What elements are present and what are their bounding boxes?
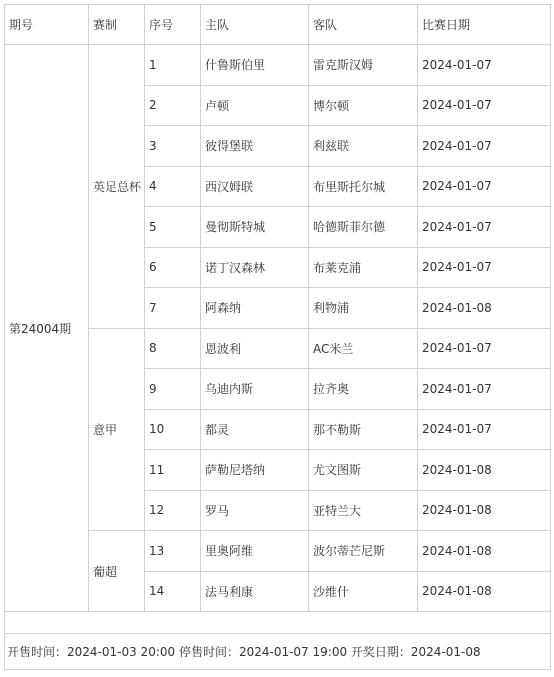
header-cell-date: 比赛日期 [418,5,551,45]
footer-row [5,634,551,670]
header-cell-home: 主队 [201,5,309,45]
away-team-cell: 那不勒斯 [309,409,418,450]
match-date-cell: 2024-01-07 [418,85,551,126]
match-date-cell: 2024-01-08 [418,490,551,531]
away-team-cell: 亚特兰大 [309,490,418,531]
header-cell-issue: 期号 [5,5,89,45]
match-date-cell: 2024-01-07 [418,409,551,450]
match-date-cell: 2024-01-08 [418,571,551,612]
match-date-cell: 2024-01-07 [418,328,551,369]
match-number-cell: 10 [145,409,201,450]
match-number-cell: 6 [145,247,201,288]
match-number-cell: 14 [145,571,201,612]
away-team-cell: 布里斯托尔城 [309,166,418,207]
match-schedule-table [4,4,551,670]
home-team-cell: 什鲁斯伯里 [201,45,309,86]
match-number-cell: 11 [145,450,201,491]
home-team-cell: 恩波利 [201,328,309,369]
blank-cell [5,612,551,634]
header-cell-competition: 赛制 [89,5,145,45]
home-team-cell: 阿森纳 [201,288,309,329]
home-team-cell: 萨勒尼塔纳 [201,450,309,491]
home-team-cell: 里奥阿维 [201,531,309,572]
header-cell-number: 序号 [145,5,201,45]
home-team-cell: 曼彻斯特城 [201,207,309,248]
table-body [5,5,551,670]
home-team-cell: 罗马 [201,490,309,531]
away-team-cell: 拉齐奥 [309,369,418,410]
away-team-cell: 波尔蒂芒尼斯 [309,531,418,572]
match-number-cell: 2 [145,85,201,126]
match-number-cell: 4 [145,166,201,207]
away-team-cell: 利物浦 [309,288,418,329]
match-date-cell: 2024-01-07 [418,207,551,248]
away-team-cell: 雷克斯汉姆 [309,45,418,86]
match-date-cell: 2024-01-08 [418,288,551,329]
issue-cell: 第24004期 [5,45,89,612]
table-row [5,45,551,86]
match-date-cell: 2024-01-07 [418,126,551,167]
match-number-cell: 8 [145,328,201,369]
away-team-cell: AC米兰 [309,328,418,369]
competition-cell: 意甲 [89,328,145,531]
sale-times-footer: 开售时间：2024-01-03 20:00 停售时间：2024-01-07 19:00 开奖日期：2024-01-08 [5,634,551,670]
away-team-cell: 博尔顿 [309,85,418,126]
competition-cell: 葡超 [89,531,145,612]
home-team-cell: 诺丁汉森林 [201,247,309,288]
home-team-cell: 都灵 [201,409,309,450]
competition-cell: 英足总杯 [89,45,145,329]
match-number-cell: 3 [145,126,201,167]
blank-row [5,612,551,634]
match-date-cell: 2024-01-08 [418,531,551,572]
away-team-cell: 利兹联 [309,126,418,167]
home-team-cell: 彼得堡联 [201,126,309,167]
match-date-cell: 2024-01-07 [418,45,551,86]
away-team-cell: 布莱克浦 [309,247,418,288]
match-date-cell: 2024-01-07 [418,247,551,288]
home-team-cell: 西汉姆联 [201,166,309,207]
header-cell-away: 客队 [309,5,418,45]
match-number-cell: 9 [145,369,201,410]
home-team-cell: 卢顿 [201,85,309,126]
match-number-cell: 5 [145,207,201,248]
match-number-cell: 1 [145,45,201,86]
match-date-cell: 2024-01-07 [418,369,551,410]
away-team-cell: 尤文图斯 [309,450,418,491]
match-number-cell: 7 [145,288,201,329]
match-date-cell: 2024-01-07 [418,166,551,207]
home-team-cell: 法马利康 [201,571,309,612]
match-number-cell: 12 [145,490,201,531]
header-row [5,5,551,45]
match-date-cell: 2024-01-08 [418,450,551,491]
match-number-cell: 13 [145,531,201,572]
home-team-cell: 乌迪内斯 [201,369,309,410]
away-team-cell: 沙维什 [309,571,418,612]
away-team-cell: 哈德斯菲尔德 [309,207,418,248]
